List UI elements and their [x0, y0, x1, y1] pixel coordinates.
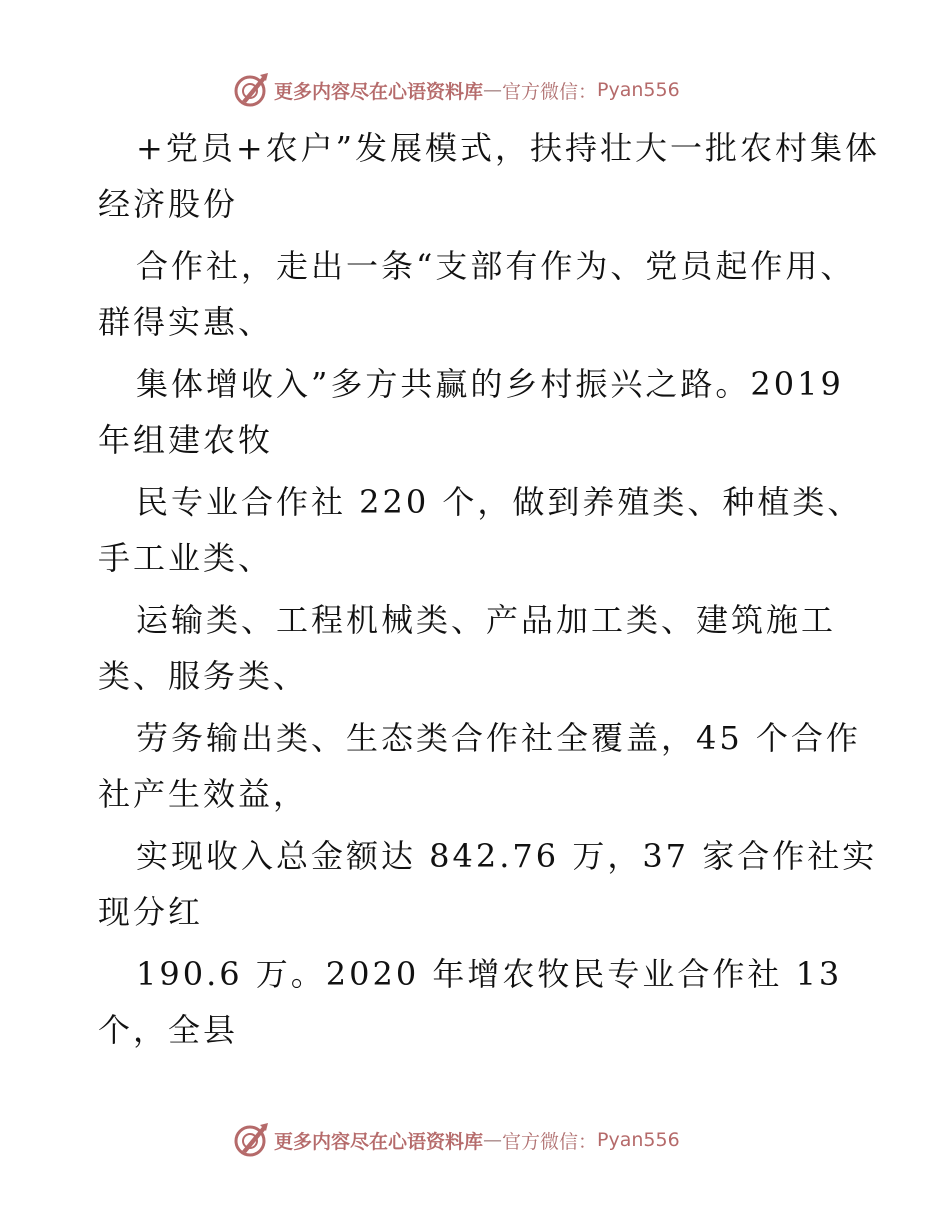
watermark-wechat-label: 官方微信： [502, 1130, 598, 1153]
paragraph [98, 710, 861, 822]
watermark-header [232, 70, 680, 110]
paragraph-line: 经济股份 [98, 185, 239, 223]
watermark-wechat-label: 官方微信： [502, 80, 598, 103]
paragraph [98, 946, 858, 1058]
paragraph-line: 民专业合作社 220 个，做到养殖类、种植类、 [136, 483, 863, 521]
quill-logo-icon [232, 71, 270, 109]
paragraph-line: 集体增收入”多方共赢的乡村振兴之路。2019 [136, 365, 844, 403]
watermark-dash: — [483, 79, 503, 101]
paragraph-line: 劳务输出类、生态类合作社全覆盖，45 个合作 [136, 719, 861, 757]
watermark-wechat-id: Pyan556 [597, 1129, 680, 1151]
paragraph-line: 运输类、工程机械类、产品加工类、建筑施工 [136, 601, 837, 639]
paragraph [98, 592, 858, 704]
paragraph-line: 190.6 万。2020 年增农牧民专业合作社 13 [136, 955, 843, 993]
paragraph-line: 社产生效益， [98, 775, 309, 813]
watermark-dash: — [483, 1129, 503, 1151]
watermark-brand: 更多内容尽在心语资料库 [274, 80, 484, 103]
document-body [98, 120, 880, 1064]
paragraph-line: 类、服务类、 [98, 657, 309, 695]
paragraph-line: 实现收入总金额达 842.76 万，37 家合作社实 [136, 837, 878, 875]
paragraph-line: 群得实惠、 [98, 303, 274, 341]
paragraph [98, 238, 858, 350]
watermark-brand: 更多内容尽在心语资料库 [274, 1130, 484, 1153]
paragraph [98, 828, 878, 940]
paragraph-line: 手工业类、 [98, 539, 274, 577]
watermark-footer [232, 1120, 680, 1160]
quill-logo-icon [232, 1121, 270, 1159]
paragraph-line: 现分红 [98, 893, 204, 931]
paragraph [98, 120, 880, 232]
paragraph-line: +党员+农户”发展模式，扶持壮大一批农村集体 [136, 129, 880, 167]
watermark-wechat-id: Pyan556 [597, 79, 680, 101]
paragraph-line: 年组建农牧 [98, 421, 274, 459]
paragraph-line: 合作社，走出一条“支部有作为、党员起作用、 [136, 247, 856, 285]
paragraph-line: 个，全县 [98, 1011, 239, 1049]
paragraph [98, 356, 858, 468]
paragraph [98, 474, 863, 586]
